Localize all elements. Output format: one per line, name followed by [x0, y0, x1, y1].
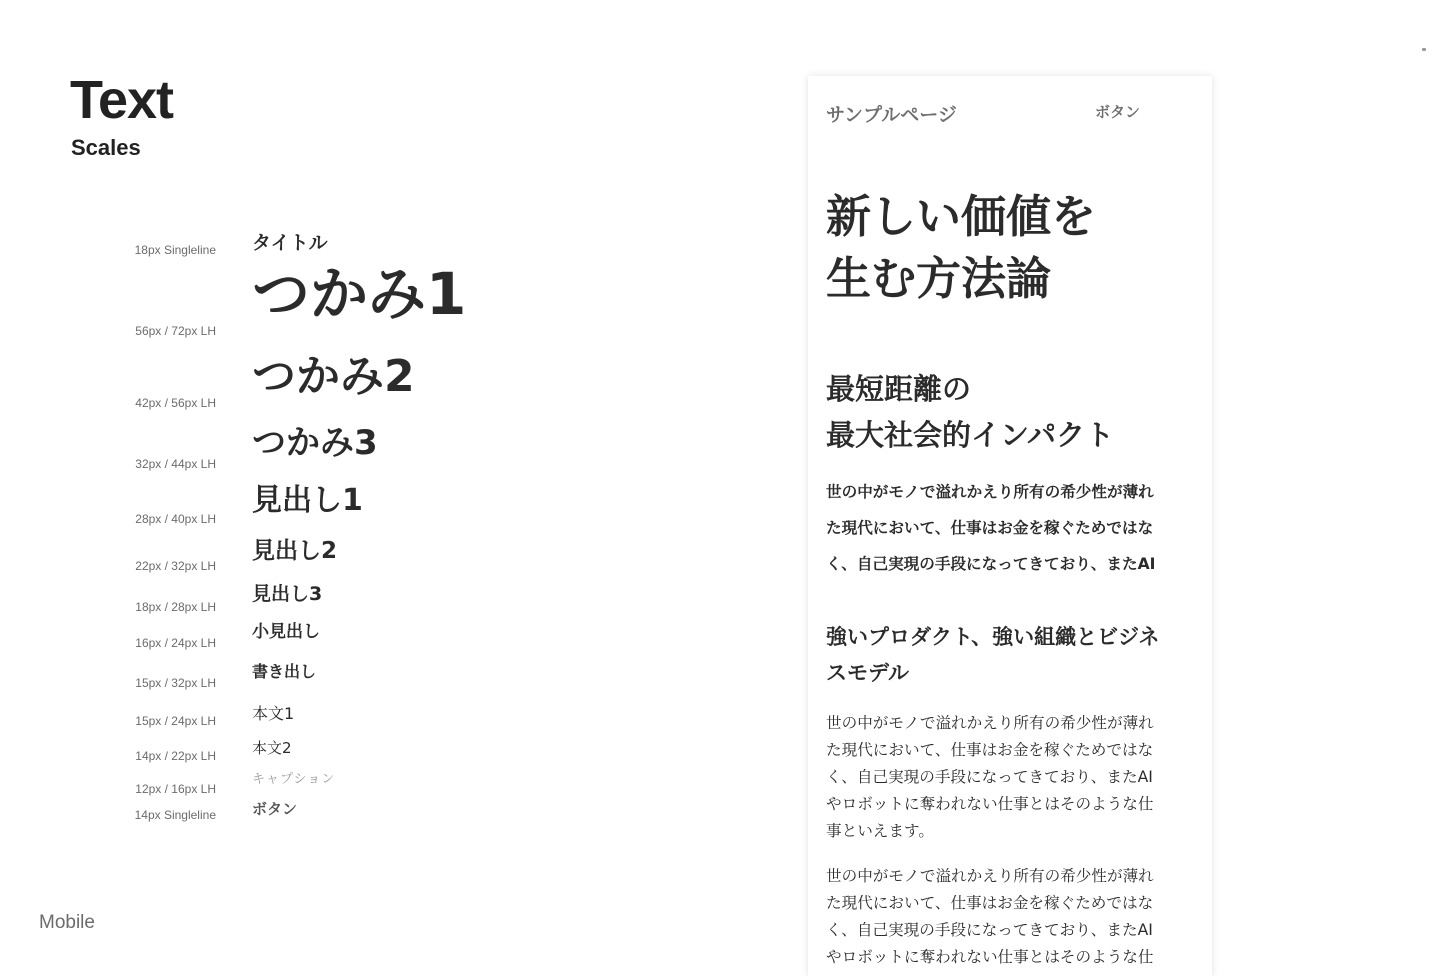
scale-spec-label: 42px / 56px LH: [135, 396, 216, 410]
sample-heading-1: [826, 366, 1206, 458]
scale-spec-label: 15px / 32px LH: [135, 676, 216, 690]
lead-line: 世の中がモノで溢れかえり所有の希少性が薄れ: [826, 483, 1154, 501]
scale-sample-catch2: つかみ2: [252, 351, 415, 402]
scale-spec-label: 14px / 22px LH: [135, 749, 216, 763]
corner-mark: [1422, 48, 1426, 51]
sample-page-title: サンプルページ: [826, 104, 957, 126]
sample-hero-heading: [826, 186, 1206, 310]
heading-line: スモデル: [826, 661, 909, 685]
heading-line: 最短距離の: [826, 372, 972, 406]
scale-sample-heading1: 見出し1: [252, 483, 363, 518]
scale-spec-label: 22px / 32px LH: [135, 559, 216, 573]
body-line: 世の中がモノで溢れかえり所有の希少性が薄れ: [826, 714, 1154, 732]
body-line: く、自己実現の手段になってきており、またAI: [826, 921, 1153, 939]
sample-body-paragraph: [826, 710, 1200, 845]
sample-page-button[interactable]: ボタン: [1095, 103, 1141, 121]
heading-line: 最大社会的インパクト: [826, 418, 1114, 452]
lead-line: く、自己実現の手段になってきており、またAI: [826, 555, 1156, 573]
sample-mobile-page: [808, 76, 1212, 976]
scale-sample-catch1: つかみ1: [252, 260, 467, 328]
scale-spec-label: 16px / 24px LH: [135, 636, 216, 650]
scale-sample-subheading: 小見出し: [252, 622, 320, 642]
scale-spec-label: 56px / 72px LH: [135, 324, 216, 338]
body-line: やロボットに奪われない仕事とはそのような仕: [826, 948, 1154, 966]
sample-body-paragraph: [826, 863, 1200, 971]
body-line: 世の中がモノで溢れかえり所有の希少性が薄れ: [826, 867, 1154, 885]
scale-sample-title: タイトル: [252, 232, 328, 254]
scale-spec-label: 18px Singleline: [134, 243, 216, 257]
body-line: やロボットに奪われない仕事とはそのような仕: [826, 795, 1154, 813]
scale-sample-body1: 本文1: [252, 704, 295, 723]
scale-spec-label: 28px / 40px LH: [135, 512, 216, 526]
scale-spec-label: 14px Singleline: [134, 808, 216, 822]
page-title: Text: [70, 70, 174, 130]
scale-spec-label: 32px / 44px LH: [135, 457, 216, 471]
scale-spec-label: 15px / 24px LH: [135, 714, 216, 728]
body-line: く、自己実現の手段になってきており、またAI: [826, 768, 1153, 786]
mobile-label: Mobile: [39, 912, 95, 933]
body-line: 事といえます。: [826, 822, 934, 840]
scale-sample-catch3: つかみ3: [252, 423, 378, 463]
scale-spec-label: 18px / 28px LH: [135, 600, 216, 614]
hero-line: 新しい価値を: [826, 190, 1097, 243]
scale-sample-caption: キャプション: [252, 772, 336, 787]
heading-line: 強いプロダクト、強い組織とビジネ: [826, 625, 1160, 649]
hero-line: 生む方法論: [826, 252, 1052, 305]
page-subtitle: Scales: [71, 135, 141, 160]
scale-sample-heading3: 見出し3: [252, 583, 323, 605]
scale-sample-lead: 書き出し: [252, 662, 317, 681]
scale-sample-heading2: 見出し2: [252, 538, 338, 564]
scale-sample-body2: 本文2: [252, 739, 292, 757]
lead-line: た現代において、仕事はお金を稼ぐためではな: [826, 519, 1154, 537]
sample-heading-2: [826, 619, 1200, 691]
body-line: た現代において、仕事はお金を稼ぐためではな: [826, 894, 1154, 912]
body-line: た現代において、仕事はお金を稼ぐためではな: [826, 741, 1154, 759]
scale-sample-button: ボタン: [252, 800, 298, 818]
sample-lead-paragraph: [826, 474, 1200, 582]
scale-spec-label: 12px / 16px LH: [135, 782, 216, 796]
